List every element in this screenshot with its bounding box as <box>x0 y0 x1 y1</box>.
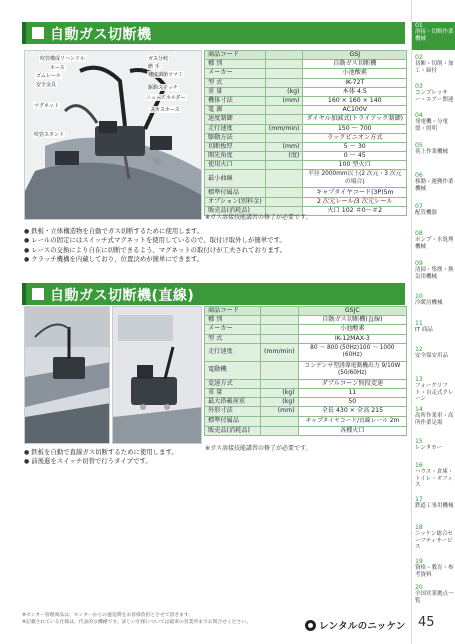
spec-row: 型 式 IK-12MAX-3 <box>205 334 407 343</box>
spec-note: ※ガス溶接技能講習の修了が必要です。 <box>205 445 312 452</box>
spec-row: 種 別 自動ガス切断機(直線) <box>205 316 407 325</box>
sidebar-item-17[interactable]: 17 鉄道工事用機械 <box>415 496 454 509</box>
sidebar-item-12[interactable]: 12 安全保安用品 <box>415 346 449 359</box>
label-gas-branch: ガス分岐 <box>148 56 169 62</box>
label-nozzle-holder: ニューズホルダー <box>146 95 186 101</box>
spec-row: メーカー 小池酸素 <box>205 69 407 78</box>
spec-row: 開先角度 (度) 0 ～ 45 <box>205 152 407 161</box>
sidebar-item-16[interactable]: 16 ハウス・倉庫・トイレ・オフィス <box>415 462 454 489</box>
label-speed-knob: 速度調節ツマミ <box>148 72 184 78</box>
spec-row: 走行速度 (mm/min) 150 ～ 700 <box>205 124 407 133</box>
feature-item: ● 前後進をスイッチ切替で行うタイプです。 <box>24 457 178 466</box>
sidebar-item-08[interactable]: 08 ポンプ・水処理機械 <box>415 230 454 250</box>
spec-row: 使用火口 100 型火口 <box>205 161 407 170</box>
spec-row: 機体寸法 (mm) 160 × 160 × 140 <box>205 96 407 105</box>
feature-item: ● レースの交換により自在に切断できるよう、マグネットの取付けが工夫されております。 <box>24 246 286 255</box>
spec-table-gsjc <box>204 306 407 436</box>
sidebar-item-01[interactable]: 01 溶接・切断作業機械 <box>412 22 455 50</box>
sidebar-item-07[interactable]: 07 配管機器 <box>415 203 438 216</box>
spec-row: 標準付属品 キャプタイヤコード/直線レール 2m <box>205 416 407 427</box>
label-magnet: マグネット <box>34 103 59 109</box>
spec-row: メーカー 小池酸素 <box>205 325 407 334</box>
spec-row: 駆動方法 ラックピニオン方式 <box>205 133 407 142</box>
spec-row: 重 量 (kg) 11 <box>205 388 407 397</box>
sidebar-item-11[interactable]: 11 IT 商品 <box>415 320 433 333</box>
label-torch: 燃 手 <box>148 64 160 70</box>
spec-row: 変速方式 ダブルコーン無段変速 <box>205 379 407 388</box>
sidebar-item-13[interactable]: 13 フォークリフト・自走式クレーン <box>415 376 454 403</box>
spec-key: 商品コード <box>205 307 261 316</box>
footnote-center: ※センター管理商品は、センターからの運送費をお客様負担とさせて頂きます。 <box>22 613 194 618</box>
sidebar-item-10[interactable]: 10 冷暖房機械 <box>415 293 443 306</box>
spec-row: 型 式 IK-72T <box>205 78 407 87</box>
label-handle: 吹管構成リハンドル <box>40 56 85 62</box>
section-title: 自動ガス切断機(直線) <box>50 288 195 304</box>
feature-item: ● 鉄板・立体構造物を自動でガス切断するために使用します。 <box>24 227 286 236</box>
header-square-icon <box>32 27 44 39</box>
spec-row: 重 量 (kg) 本体 4.5 <box>205 87 407 96</box>
feature-list <box>24 227 286 265</box>
spec-row: 販売品(消耗品) 各種火口 <box>205 427 407 436</box>
spec-row: 速度制御 ダイヤル加減式(トライアック制御) <box>205 115 407 124</box>
product-photo-linear-cutter-1 <box>24 306 110 444</box>
category-sidebar <box>411 0 455 644</box>
spec-header-row <box>205 51 407 60</box>
spec-row: 走行速度 (mm/min) 80 ～ 800 (50Hz)100 ～ 1000 (60Hz) <box>205 343 407 361</box>
page-number: 45 <box>418 615 435 630</box>
header-square-icon <box>32 288 44 300</box>
section-header-gas-cutter <box>22 22 405 44</box>
spec-row: 電動機 コンデンサ型誘導電動機出力 9/10W (50/60Hz) <box>205 361 407 379</box>
spec-row: 最小曲線 半径 2000mm以上(2 次元・3 次元の場合) <box>205 170 407 188</box>
spec-value: GSJ <box>303 51 407 60</box>
feature-item: ● クラッチ機構を内蔵しており、位置決めが簡単にできます。 <box>24 255 286 264</box>
spec-row: オプション(別料金) 2 次元レール/3 次元レール <box>205 197 407 206</box>
label-safety-fitting: 安全金具 <box>36 82 57 88</box>
sidebar-item-14[interactable]: 14 高所作業車・高所作業足場 <box>415 406 454 426</box>
spec-value: GSJC <box>298 307 406 316</box>
sidebar-item-03[interactable]: 03 コンプレッサー・エアー関連 <box>415 83 454 103</box>
section-header-linear-cutter <box>22 283 405 305</box>
company-logo: レンタルのニッケン <box>305 618 406 632</box>
spec-table-gsj <box>204 50 407 216</box>
spec-row: 種 別 自動ガス切断機 <box>205 60 407 69</box>
spec-row: 電 源 AC100V <box>205 106 407 115</box>
spec-row: 最大搭載荷重 (kg) 50 <box>205 398 407 407</box>
spec-row: 販売品(消耗品) 火口 102 ＃0～＃2 <box>205 206 407 215</box>
product-photo-linear-cutter-2 <box>112 306 202 444</box>
label-torch-stand: 吹管スタンド <box>34 132 65 138</box>
feature-list <box>24 448 178 467</box>
section-title: 自動ガス切断機 <box>50 27 152 43</box>
spec-row: 切断板厚 (mm) 5 ～ 30 <box>205 142 407 151</box>
linear-cutter-photo-1 <box>25 307 110 444</box>
label-rubber-rail: ゴムレール <box>36 73 61 79</box>
sidebar-item-20[interactable]: 20 全国営業拠点一覧 <box>415 584 454 604</box>
logo-mark-icon <box>305 620 316 631</box>
sidebar-item-15[interactable]: 15 レンタカー <box>415 438 443 451</box>
label-hose: ホース <box>50 65 65 71</box>
sidebar-item-02[interactable]: 02 切断・切削・加工・締付 <box>415 54 454 74</box>
spec-header-row <box>205 307 407 316</box>
feature-item: ● レールの固定にはスイッチ式マグネットを使用しているので、取付け取外しが簡単です。 <box>24 236 286 245</box>
product-photo-gas-cutter <box>24 50 202 220</box>
spec-row: 標準付属品 キャプタイヤコード(3P)5m <box>205 188 407 197</box>
label-gas-hose: スカスホース <box>150 107 180 113</box>
footnote-spec: ※記載されている仕様は、代表的な機種です。詳しい仕様については最寄の営業所までお問合せください。 <box>22 620 251 625</box>
spec-key: 商品コード <box>205 51 266 60</box>
spec-note: ※ガス溶接技能講習の修了が必要です。 <box>205 214 312 221</box>
sidebar-item-18[interactable]: 18 ニッケン総合セーフティサービス <box>415 524 454 551</box>
sidebar-item-19[interactable]: 19 資格・教育・参考資料 <box>415 558 454 578</box>
linear-cutter-photo-2 <box>113 307 202 444</box>
label-drive-switch: 駆動スイッチ <box>148 85 178 91</box>
feature-item: ● 鉄板を自動で直線ガス切断するために使用します。 <box>24 448 178 457</box>
sidebar-item-09[interactable]: 09 清掃・集塵・換気用機械 <box>415 260 454 280</box>
sidebar-item-04[interactable]: 04 発電機・分電盤・照明 <box>415 112 449 132</box>
spec-row: 外形寸法 (mm) 全長 430 × 全高 215 <box>205 407 407 416</box>
sidebar-item-06[interactable]: 06 移動・運搬作業機械 <box>415 172 454 192</box>
sidebar-item-05[interactable]: 05 荷上作業機械 <box>415 142 449 155</box>
